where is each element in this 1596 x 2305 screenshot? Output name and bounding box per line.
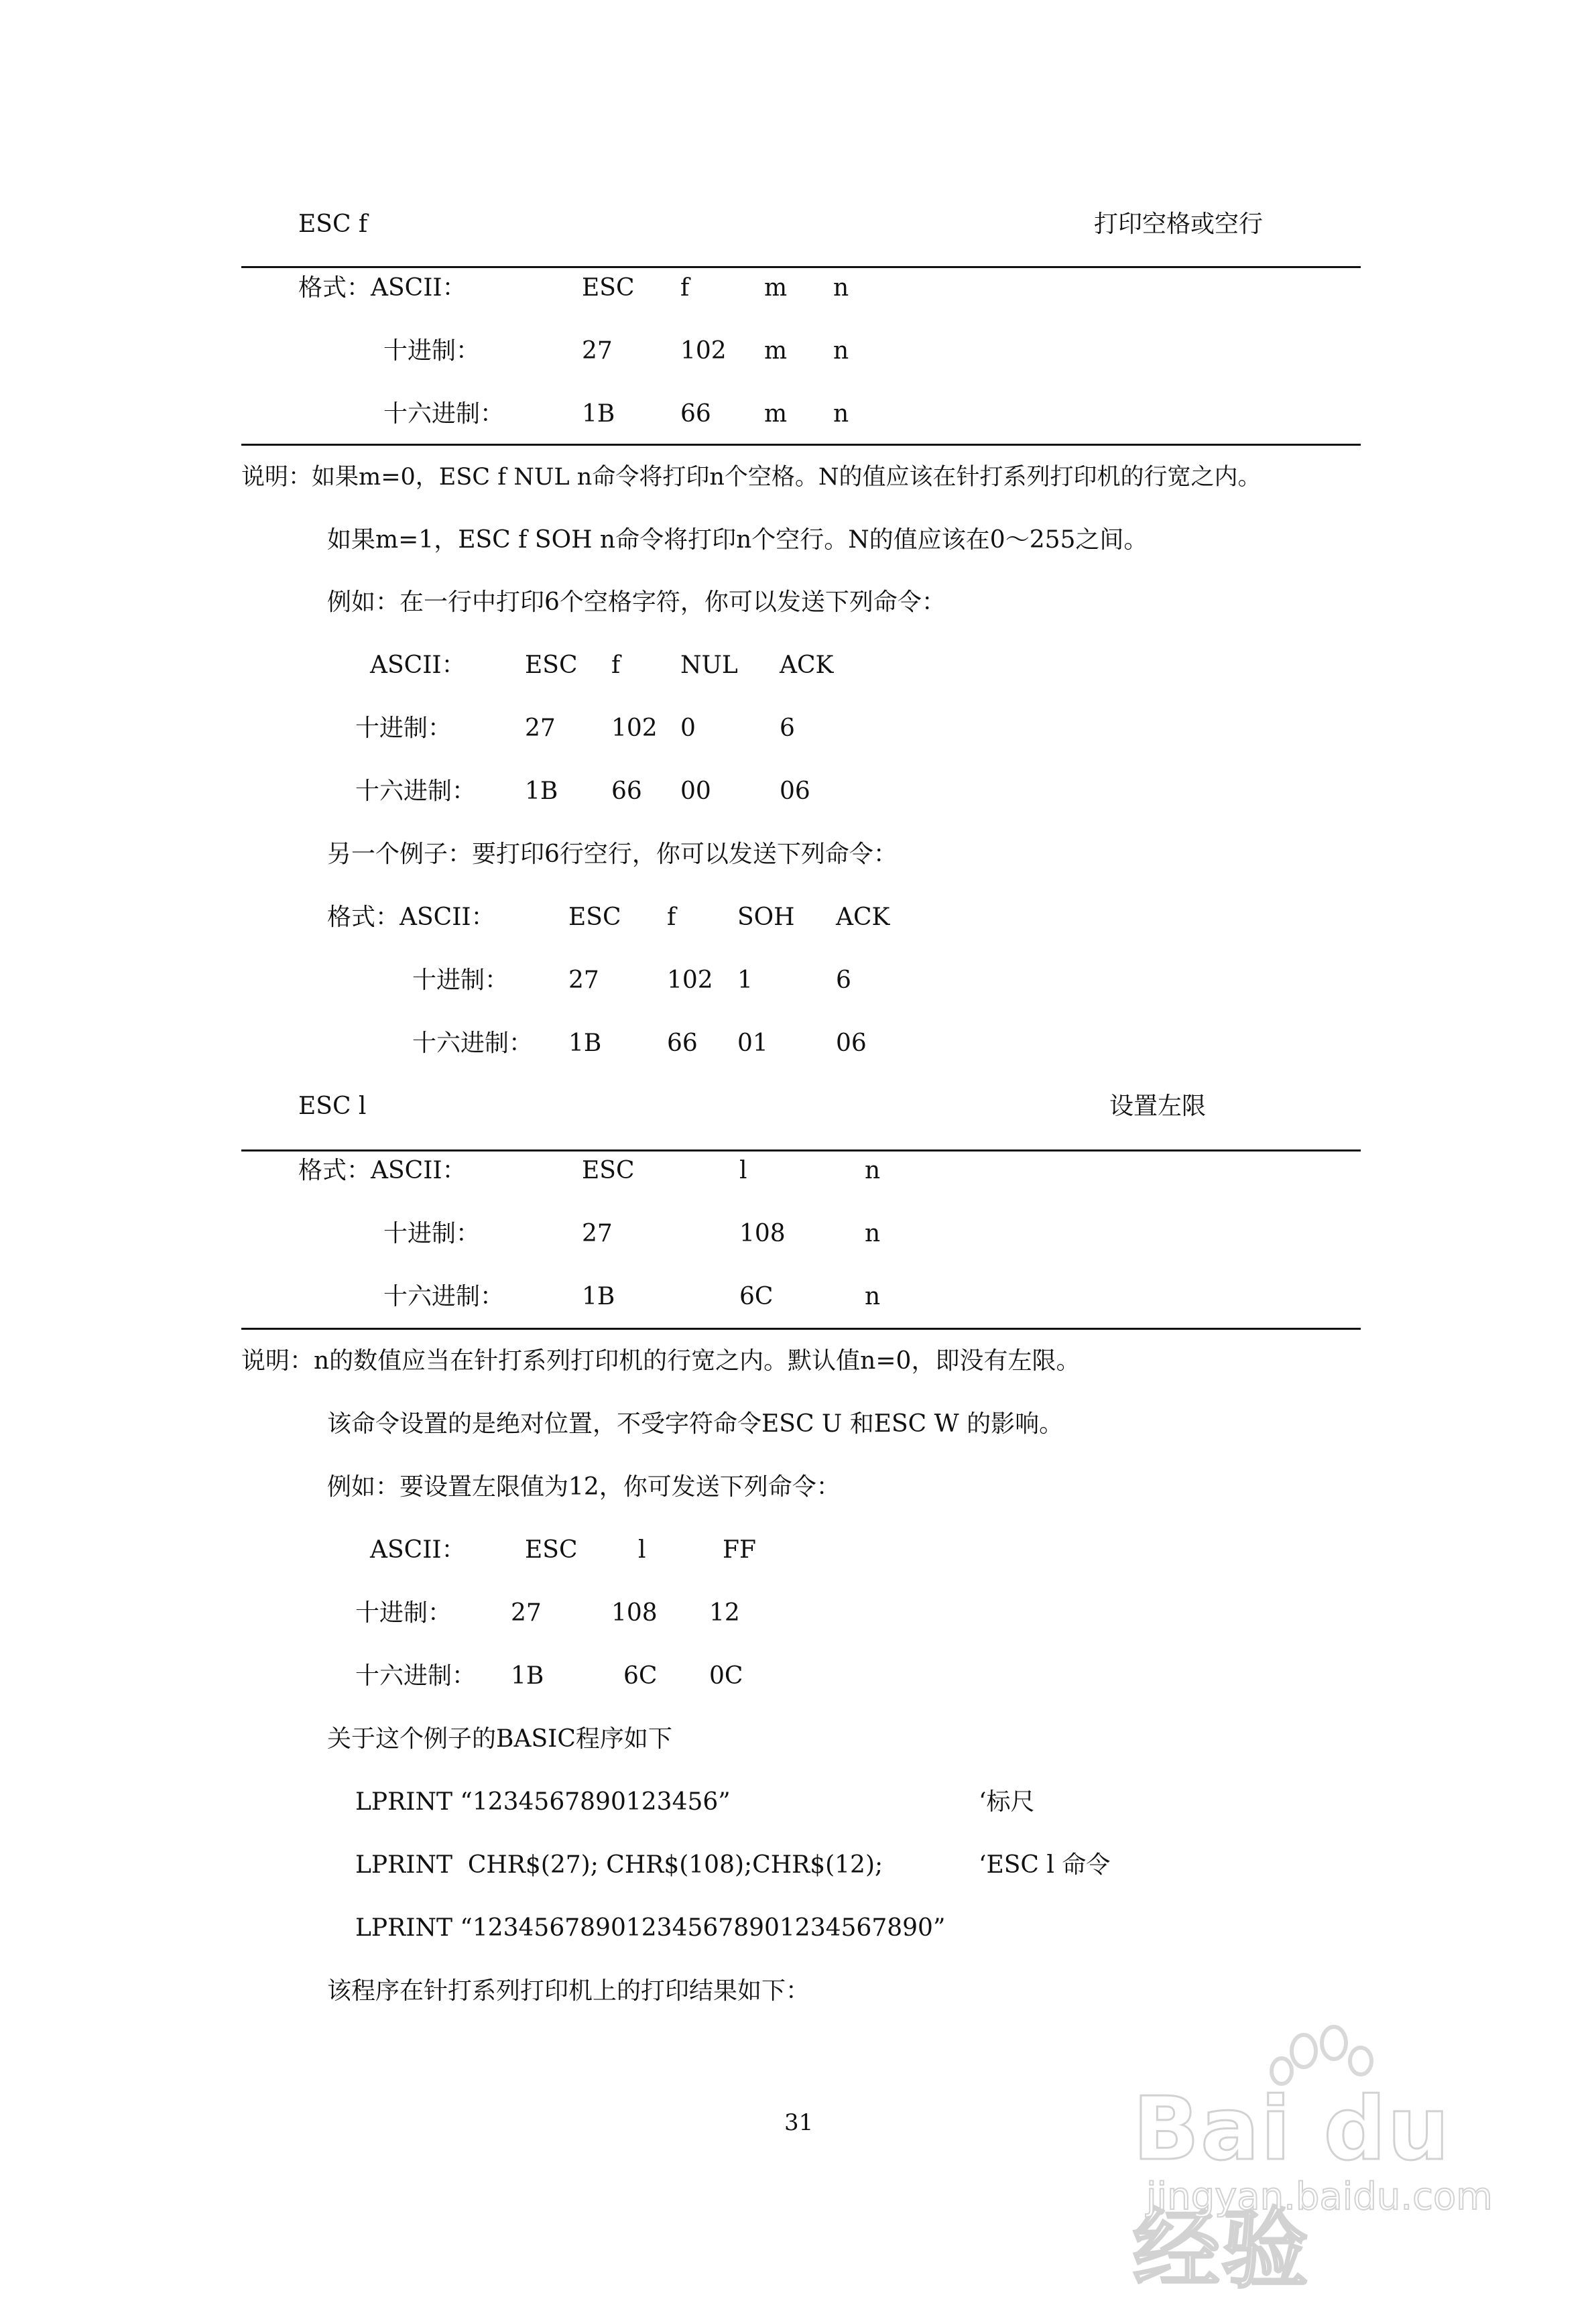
section-rule: [241, 266, 1361, 268]
format-dec-value: 27: [582, 1220, 613, 1247]
example-dec-value: 102: [667, 967, 713, 994]
example-hex-value: 66: [667, 1030, 698, 1057]
code-comment: ‘ESC l 命令: [979, 1851, 1111, 1879]
result-intro: 该程序在针打系列打印机上的打印结果如下：: [327, 1977, 810, 2005]
example-ascii-label: ASCII：: [370, 1536, 466, 1564]
format-ascii-value: n: [865, 1157, 881, 1184]
command-title-esc-f: 打印空格或空行: [1094, 210, 1264, 238]
example-hex-value: 1B: [525, 777, 558, 805]
section-rule: [241, 1149, 1361, 1151]
example-ascii-value: ESC: [525, 651, 578, 679]
example-hex-value: 06: [836, 1030, 867, 1057]
format-ascii-value: ESC: [582, 274, 635, 302]
format-dec-value: n: [833, 337, 849, 365]
example-dec-label: 十进制：: [412, 967, 509, 994]
example-intro: 例如：要设置左限值为12，你可发送下列命令：: [327, 1473, 841, 1501]
example-dec-value: 6: [836, 967, 851, 994]
example-ascii-value: ESC: [568, 904, 621, 931]
format-dec-value: n: [865, 1220, 881, 1247]
example-dec-value: 0: [680, 714, 696, 742]
example-ascii-label: ASCII：: [370, 651, 466, 679]
example-dec-value: 102: [611, 714, 658, 742]
section-rule: [241, 1328, 1361, 1330]
code-line: LPRINT “123456789012345678901234567890”: [355, 1914, 946, 1942]
code-line: LPRINT CHR$(27); CHR$(108);CHR$(12);: [355, 1851, 883, 1879]
example-ascii-value: ACK: [780, 651, 834, 679]
example-dec-value: 1: [737, 967, 753, 994]
code-comment: ‘标尺: [979, 1788, 1035, 1816]
example-dec-value: 27: [511, 1599, 542, 1627]
example-ascii-value: SOH: [737, 904, 795, 931]
description-line: 说明：n的数值应当在针打系列打印机的行宽之内。默认值n=0，即没有左限。: [241, 1347, 1081, 1375]
example-ascii-label: 格式：ASCII：: [327, 904, 495, 931]
example-ascii-value: FF: [723, 1536, 756, 1564]
format-dec-label: 十进制：: [383, 1220, 481, 1247]
format-hex-label: 十六进制：: [383, 1283, 505, 1310]
example-ascii-value: f: [611, 651, 621, 679]
example-hex-value: 66: [611, 777, 642, 805]
format-ascii-label: 格式：ASCII：: [298, 274, 467, 302]
format-dec-value: m: [764, 337, 788, 365]
format-hex-value: 66: [680, 400, 711, 428]
example-intro: 另一个例子：要打印6行空行，你可以发送下列命令：: [327, 840, 898, 868]
example-dec-value: 27: [525, 714, 556, 742]
format-ascii-value: ESC: [582, 1157, 635, 1184]
command-esc-l: ESC l: [298, 1093, 367, 1120]
command-esc-f: ESC f: [298, 210, 368, 238]
example-dec-value: 108: [611, 1599, 658, 1627]
format-ascii-value: n: [833, 274, 849, 302]
example-intro: 例如：在一行中打印6个空格字符，你可以发送下列命令：: [327, 588, 946, 616]
format-dec-value: 108: [739, 1220, 786, 1247]
watermark-brand: Bai du 经验: [1133, 2078, 1451, 2300]
code-line: LPRINT “1234567890123456”: [355, 1788, 731, 1816]
example-hex-label: 十六进制：: [412, 1030, 534, 1057]
format-ascii-value: l: [739, 1157, 747, 1184]
example-hex-value: 1B: [568, 1030, 602, 1057]
example-hex-label: 十六进制：: [355, 1662, 477, 1690]
command-title-esc-l: 设置左限: [1109, 1093, 1207, 1120]
baidu-jingyan-watermark: [1133, 2024, 1508, 2300]
example-dec-label: 十进制：: [355, 714, 452, 742]
example-ascii-value: NUL: [680, 651, 738, 679]
format-ascii-value: f: [680, 274, 690, 302]
example-ascii-value: l: [638, 1536, 646, 1564]
example-hex-label: 十六进制：: [355, 777, 477, 805]
example-ascii-value: ACK: [836, 904, 890, 931]
section-rule: [241, 444, 1361, 446]
description-line: 该命令设置的是绝对位置，不受字符命令ESC U 和ESC W 的影响。: [327, 1410, 1064, 1438]
format-hex-value: 6C: [739, 1283, 774, 1310]
format-dec-value: 27: [582, 337, 613, 365]
page-number: 31: [784, 2109, 814, 2136]
example-dec-value: 12: [709, 1599, 740, 1627]
format-hex-value: 1B: [582, 1283, 615, 1310]
format-dec-label: 十进制：: [383, 337, 481, 365]
description-line: 如果m=1，ESC f SOH n命令将打印n个空行。N的值应该在0～255之间。: [327, 526, 1148, 554]
format-hex-label: 十六进制：: [383, 400, 505, 428]
example-hex-value: 00: [680, 777, 711, 805]
format-ascii-value: m: [764, 274, 788, 302]
example-hex-value: 1B: [511, 1662, 544, 1690]
example-ascii-value: f: [667, 904, 676, 931]
basic-program-intro: 关于这个例子的BASIC程序如下: [327, 1725, 672, 1753]
example-ascii-value: ESC: [525, 1536, 578, 1564]
example-hex-value: 01: [737, 1030, 768, 1057]
watermark-url: jingyan.baidu.com: [1146, 2175, 1493, 2219]
format-hex-value: m: [764, 400, 788, 428]
format-hex-value: n: [865, 1283, 881, 1310]
format-dec-value: 102: [680, 337, 727, 365]
example-hex-value: 06: [780, 777, 810, 805]
format-ascii-label: 格式：ASCII：: [298, 1157, 467, 1184]
example-dec-value: 27: [568, 967, 599, 994]
example-dec-value: 6: [780, 714, 795, 742]
format-hex-value: 1B: [582, 400, 615, 428]
example-dec-label: 十进制：: [355, 1599, 452, 1627]
description-line: 说明：如果m=0，ESC f NUL n命令将打印n个空格。N的值应该在针打系列打印机的行宽之内。: [241, 464, 1262, 491]
example-hex-value: 6C: [623, 1662, 658, 1690]
format-hex-value: n: [833, 400, 849, 428]
example-hex-value: 0C: [709, 1662, 743, 1690]
